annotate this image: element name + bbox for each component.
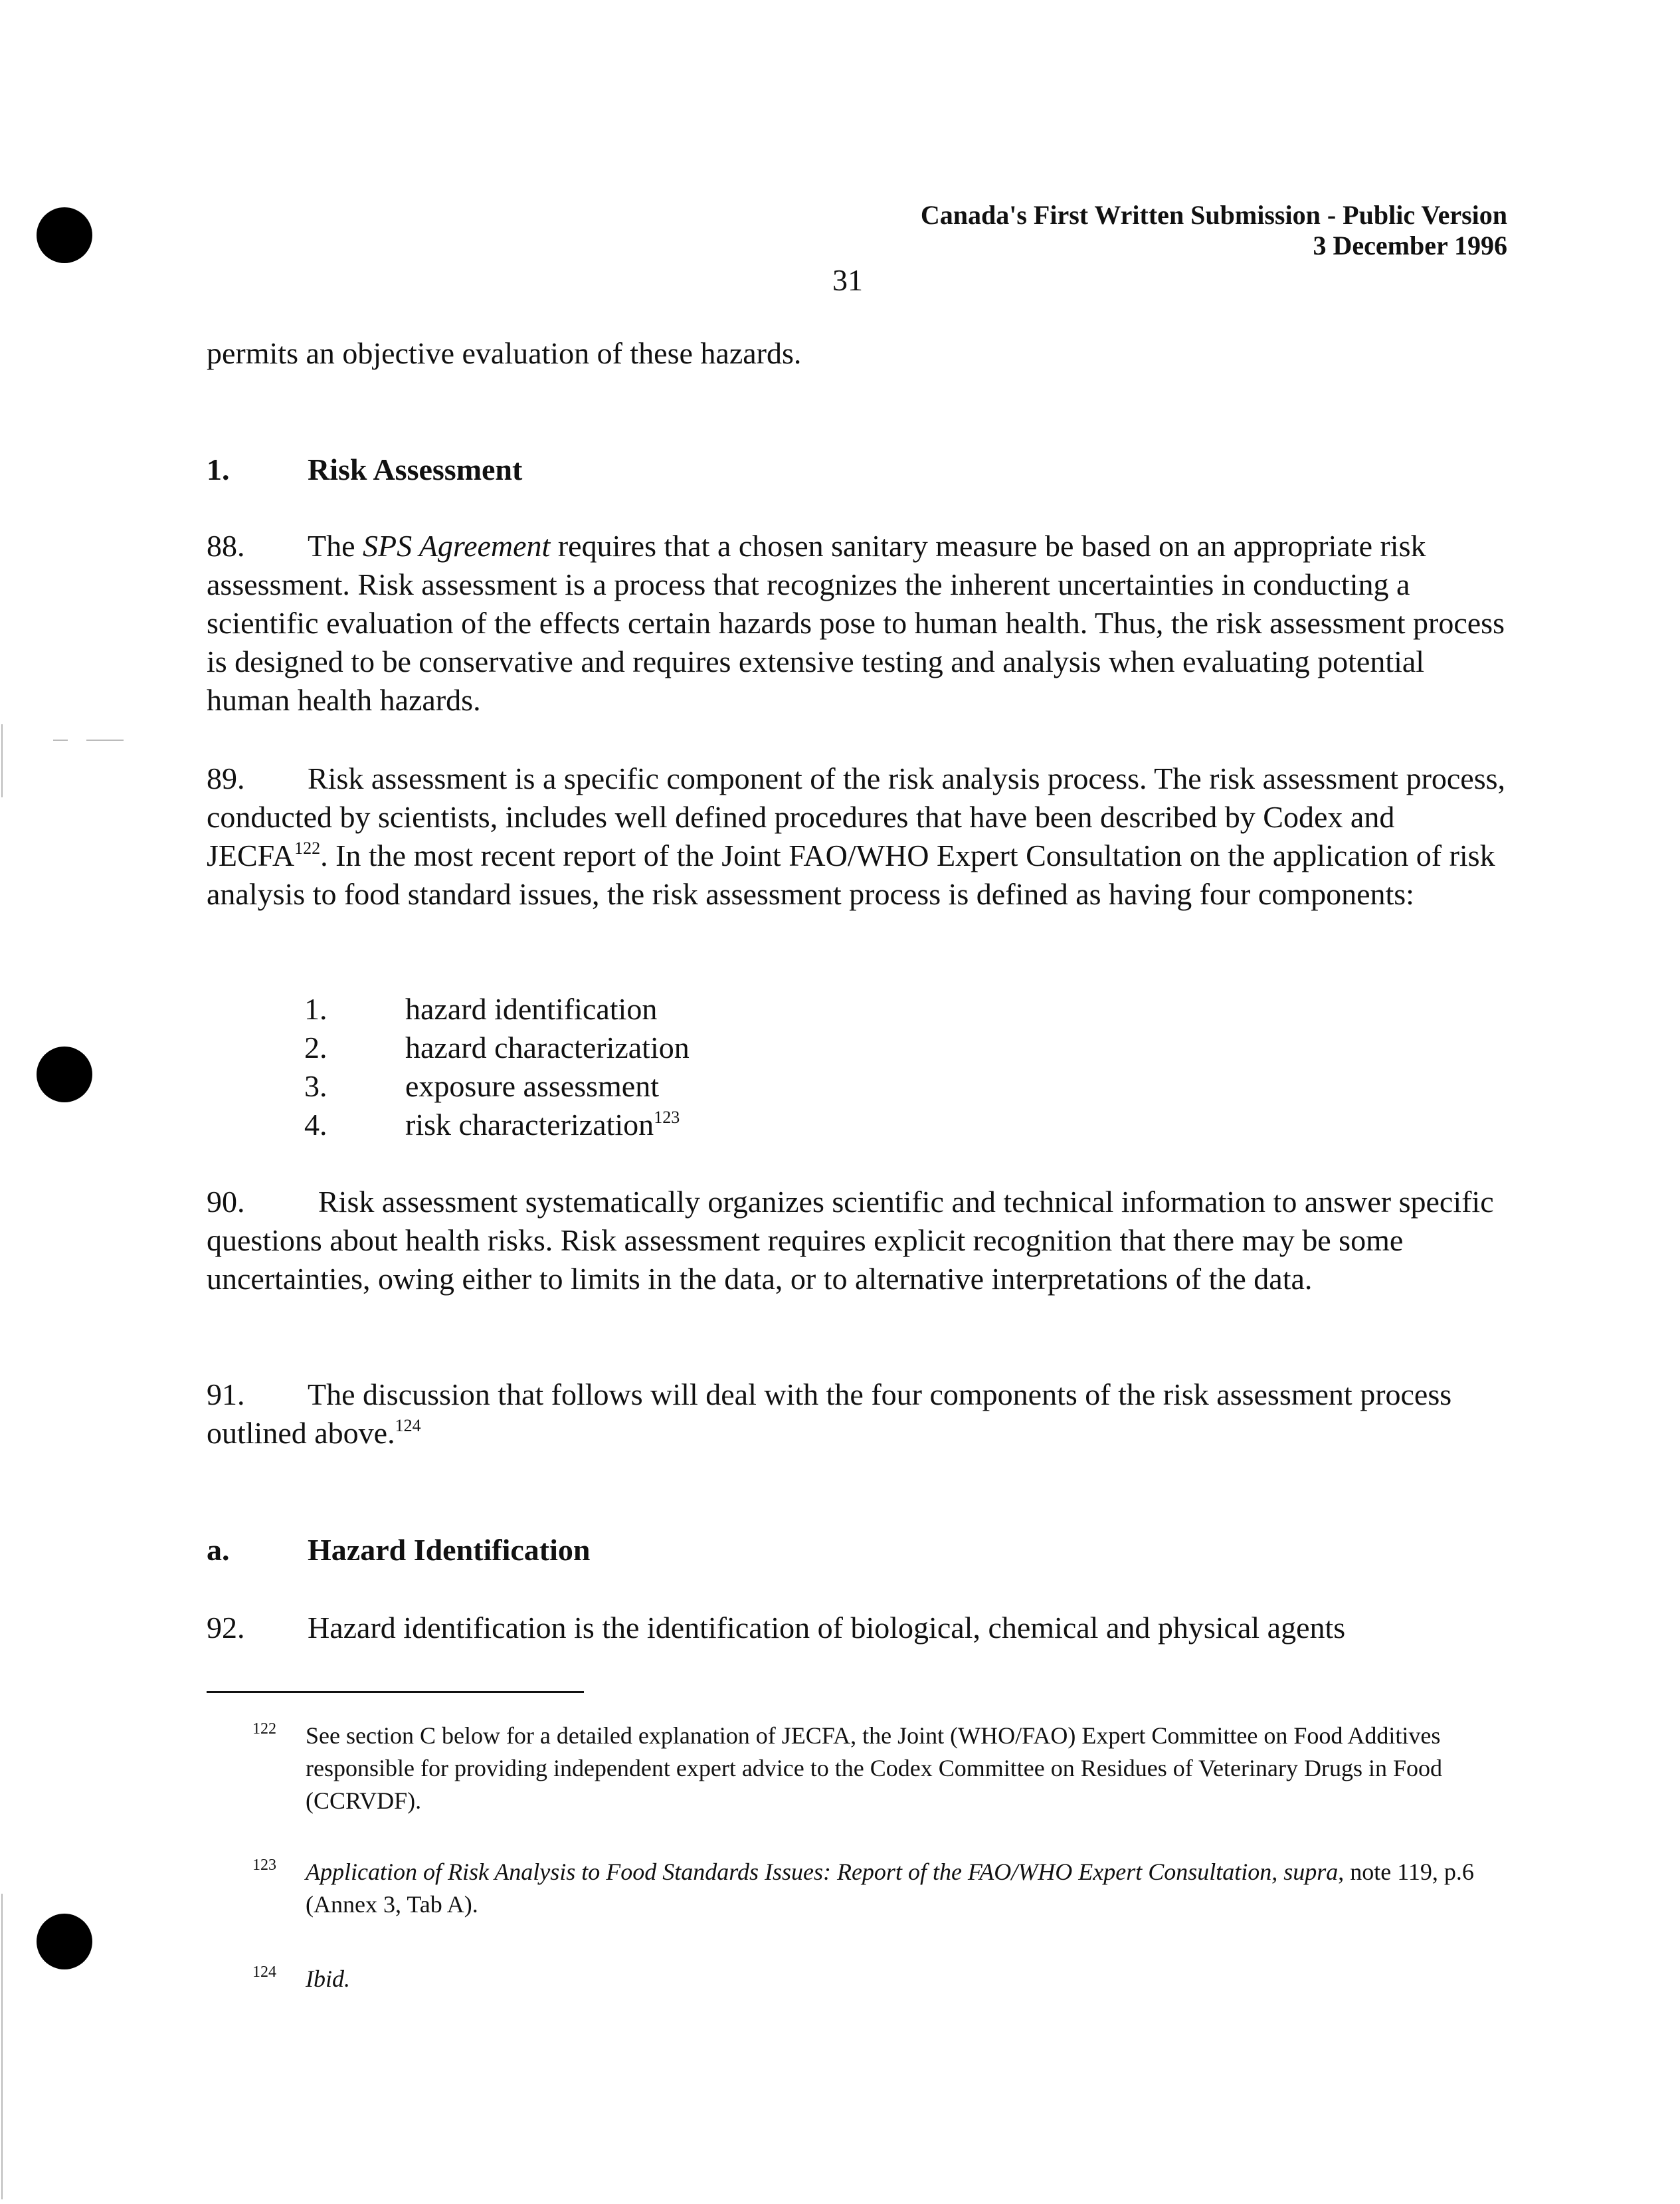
footnote-ref[interactable]: 122 (294, 839, 321, 858)
footnote-separator (207, 1691, 584, 1693)
footnote-ref[interactable]: 123 (654, 1108, 680, 1127)
header-date: 3 December 1996 (1313, 231, 1507, 260)
paragraph-number: 90. (207, 1185, 245, 1219)
footnote-123 (252, 1856, 1501, 1921)
paragraph-number: 89. (207, 761, 245, 795)
paragraph-text-pre: The (308, 529, 363, 563)
section-heading-hazard-identification (207, 1532, 590, 1567)
footnote-number: 122 (252, 1720, 276, 1738)
section-title: Risk Assessment (308, 452, 523, 486)
component-text: risk characterization (405, 1108, 654, 1142)
section-title: Hazard Identification (308, 1533, 591, 1567)
paragraph-text-pre: Risk assessment is a specific component of the risk analysis process. The risk assessment process, conducted by scientists, includes well defined procedures that have been described by Codex and JECFA (207, 761, 1506, 872)
section-number: a. (207, 1533, 230, 1567)
paragraph-90 (207, 1183, 1509, 1298)
punch-hole-top (37, 207, 92, 263)
section-number: 1. (207, 452, 230, 486)
component-item (304, 1106, 680, 1144)
paragraph-91 (207, 1375, 1509, 1453)
component-number: 4. (304, 1108, 327, 1142)
footnote-citation-detail: , note 119, p.6 (Annex 3, Tab A). (306, 1858, 1474, 1918)
scan-artifact (53, 740, 68, 741)
paragraph-text: Hazard identification is the identification of biological, chemical and physical agents (308, 1611, 1346, 1645)
header-title: Canada's First Written Submission - Public Version (920, 200, 1507, 230)
section-heading-risk-assessment (207, 452, 522, 487)
intro-line: permits an objective evaluation of these hazards. (207, 336, 802, 370)
paragraph-number: 92. (207, 1611, 245, 1645)
paragraph-text: . In the most recent report of the Joint FAO/WHO Expert Consultation on the application of risk analysis to food standard issues, the risk assessment process is defined as having four components: (207, 839, 1495, 911)
footnote-text: See section C below for a detailed explanation of JECFA, the Joint (WHO/FAO) Expert Committee on Food Additives responsible for providing independent expert advice to the Codex Committee on Residues of Veterinary Drugs in Food (CCRVDF). (306, 1722, 1442, 1814)
footnote-122 (252, 1720, 1501, 1817)
footnote-number: 123 (252, 1856, 276, 1874)
footnote-text (306, 1963, 1501, 1995)
paragraph-text: requires that a chosen sanitary measure be based on an appropriate risk assessment. Risk assessment is a process that recognizes the inherent uncertainties in conducting a scientific evaluation of the effects certain hazards pose to human health. Thus, the risk assessment process is designed to be conservative and requires extensive testing and analysis when evaluating potential human health hazards. (207, 529, 1505, 717)
component-item (304, 1067, 659, 1106)
component-text: hazard characterization (405, 1031, 690, 1064)
scan-artifact (1, 724, 3, 797)
paragraph-text: Risk assessment systematically organizes scientific and technical information to answer specific questions about health risks. Risk assessment requires explicit recognition that there may be some uncertainties, owing either to limits in the data, or to alternative interpretations of the data. (207, 1185, 1494, 1296)
italic-term: SPS Agreement (363, 529, 551, 563)
footnote-124 (252, 1963, 1501, 1995)
component-text: exposure assessment (405, 1069, 659, 1103)
footnote-citation-title: Application of Risk Analysis to Food Standards Issues: Report of the FAO/WHO Expert Consultation, supra (306, 1858, 1339, 1885)
component-number: 3. (304, 1069, 327, 1103)
paragraph-number: 88. (207, 529, 245, 563)
page-number: 31 (832, 263, 863, 297)
paragraph-89 (207, 759, 1509, 914)
footnote-text (306, 1856, 1501, 1921)
paragraph-88 (207, 527, 1509, 720)
component-number: 2. (304, 1031, 327, 1064)
component-number: 1. (304, 992, 327, 1026)
punch-hole-bottom (37, 1914, 92, 1969)
component-item (304, 990, 657, 1029)
scan-artifact (86, 740, 124, 741)
paragraph-text: The discussion that follows will deal with the four components of the risk assessment process outlined above. (207, 1377, 1452, 1450)
footnote-ref[interactable]: 124 (395, 1416, 421, 1435)
footnote-number: 124 (252, 1963, 276, 1981)
paragraph-number: 91. (207, 1377, 245, 1411)
paragraph-92 (207, 1609, 1509, 1647)
component-item (304, 1029, 690, 1067)
footnote-citation: Ibid. (306, 1965, 350, 1992)
scan-artifact (1, 1894, 3, 2199)
component-text: hazard identification (405, 992, 658, 1026)
punch-hole-middle (37, 1047, 92, 1102)
